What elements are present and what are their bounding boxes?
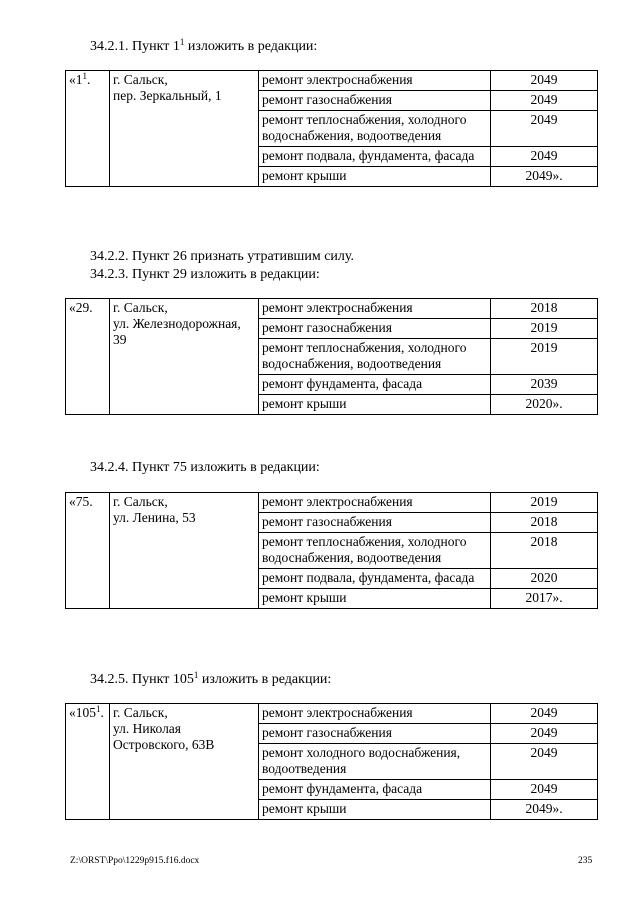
year-cell: 2049 <box>491 780 598 800</box>
paragraph-text: изложить в редакции: <box>198 672 332 687</box>
year-cell: 2018 <box>491 533 598 569</box>
item-number-cell <box>66 299 110 415</box>
year-cell: 2019 <box>491 319 598 339</box>
address-cell <box>110 71 259 187</box>
year-cell: 2049». <box>491 800 598 820</box>
table-row <box>66 704 598 724</box>
year-cell: 2049 <box>491 111 598 147</box>
year-cell: 2039 <box>491 375 598 395</box>
work-type-cell: ремонт электроснабжения <box>259 299 491 319</box>
paragraph-text: 34.2.5. Пункт 105 <box>90 672 194 687</box>
year-cell: 2049 <box>491 147 598 167</box>
address-cell <box>110 493 259 609</box>
work-type-cell: ремонт электроснабжения <box>259 704 491 724</box>
address-line: г. Сальск, <box>113 705 168 720</box>
item-number-tail: . <box>100 705 104 720</box>
year-cell: 2049 <box>491 724 598 744</box>
year-cell: 2049». <box>491 167 598 187</box>
paragraph-34-2-2: 34.2.2. Пункт 26 признать утратившим силу. <box>90 249 354 264</box>
footer-page-number: 235 <box>578 856 593 866</box>
paragraph-34-2-5 <box>90 671 331 688</box>
item-number-superscript: 1 <box>96 704 101 714</box>
work-type-cell: ремонт теплоснабжения, холодного водоснабжения, водоотведения <box>259 339 491 375</box>
address-line: пер. Зеркальный, 1 <box>113 88 222 103</box>
year-cell: 2019 <box>491 493 598 513</box>
year-cell: 2049 <box>491 744 598 780</box>
year-cell: 2019 <box>491 339 598 375</box>
paragraph-34-2-3: 34.2.3. Пункт 29 изложить в редакции: <box>90 267 320 282</box>
address-line: г. Сальск, <box>113 300 168 315</box>
address-line: г. Сальск, <box>113 494 168 509</box>
item-number: «1 <box>69 72 83 87</box>
address-line: ул. Ленина, 53 <box>113 510 196 525</box>
work-type-cell: ремонт холодного водоснабжения, водоотведения <box>259 744 491 780</box>
work-type-cell: ремонт теплоснабжения, холодного водоснабжения, водоотведения <box>259 111 491 147</box>
paragraph-text: 34.2.1. Пункт 1 <box>90 39 180 54</box>
item-number-cell <box>66 493 110 609</box>
item-number-tail: . <box>87 72 91 87</box>
table-row <box>66 299 598 319</box>
work-type-cell: ремонт газоснабжения <box>259 91 491 111</box>
address-line: 39 <box>113 332 127 347</box>
address-line: г. Сальск, <box>113 72 168 87</box>
year-cell: 2020 <box>491 569 598 589</box>
address-cell <box>110 299 259 415</box>
footer-file-path: Z:\ORST\Ppo\1229p915.f16.docx <box>70 856 200 866</box>
work-type-cell: ремонт теплоснабжения, холодного водоснабжения, водоотведения <box>259 533 491 569</box>
table-row <box>66 493 598 513</box>
amendment-table-2 <box>65 298 598 415</box>
item-number-cell <box>66 704 110 820</box>
item-number: «29. <box>69 300 93 315</box>
superscript: 1 <box>193 670 199 680</box>
paragraph-text: изложить в редакции: <box>184 39 318 54</box>
work-type-cell: ремонт электроснабжения <box>259 71 491 91</box>
work-type-cell: ремонт крыши <box>259 395 491 415</box>
address-line: ул. Николая <box>113 721 182 736</box>
item-number: «105 <box>69 705 96 720</box>
superscript: 1 <box>179 37 185 47</box>
year-cell: 2018 <box>491 299 598 319</box>
table-row <box>66 71 598 91</box>
work-type-cell: ремонт электроснабжения <box>259 493 491 513</box>
address-line: ул. Железнодорожная, <box>113 316 241 331</box>
year-cell: 2018 <box>491 513 598 533</box>
work-type-cell: ремонт фундамента, фасада <box>259 780 491 800</box>
amendment-table-1 <box>65 70 598 187</box>
work-type-cell: ремонт крыши <box>259 800 491 820</box>
work-type-cell: ремонт подвала, фундамента, фасада <box>259 569 491 589</box>
work-type-cell: ремонт газоснабжения <box>259 513 491 533</box>
item-number: «75. <box>69 494 93 509</box>
item-number-cell <box>66 71 110 187</box>
year-cell: 2049 <box>491 71 598 91</box>
year-cell: 2049 <box>491 91 598 111</box>
amendment-table-4 <box>65 703 598 820</box>
paragraph-34-2-4: 34.2.4. Пункт 75 изложить в редакции: <box>90 460 320 475</box>
year-cell: 2049 <box>491 704 598 724</box>
work-type-cell: ремонт газоснабжения <box>259 319 491 339</box>
year-cell: 2017». <box>491 589 598 609</box>
work-type-cell: ремонт фундамента, фасада <box>259 375 491 395</box>
work-type-cell: ремонт подвала, фундамента, фасада <box>259 147 491 167</box>
work-type-cell: ремонт крыши <box>259 589 491 609</box>
work-type-cell: ремонт газоснабжения <box>259 724 491 744</box>
address-line: Островского, 63В <box>113 737 215 752</box>
work-type-cell: ремонт крыши <box>259 167 491 187</box>
address-cell <box>110 704 259 820</box>
item-number-superscript: 1 <box>82 71 87 81</box>
paragraph-34-2-1 <box>90 38 317 55</box>
year-cell: 2020». <box>491 395 598 415</box>
amendment-table-3 <box>65 492 598 609</box>
